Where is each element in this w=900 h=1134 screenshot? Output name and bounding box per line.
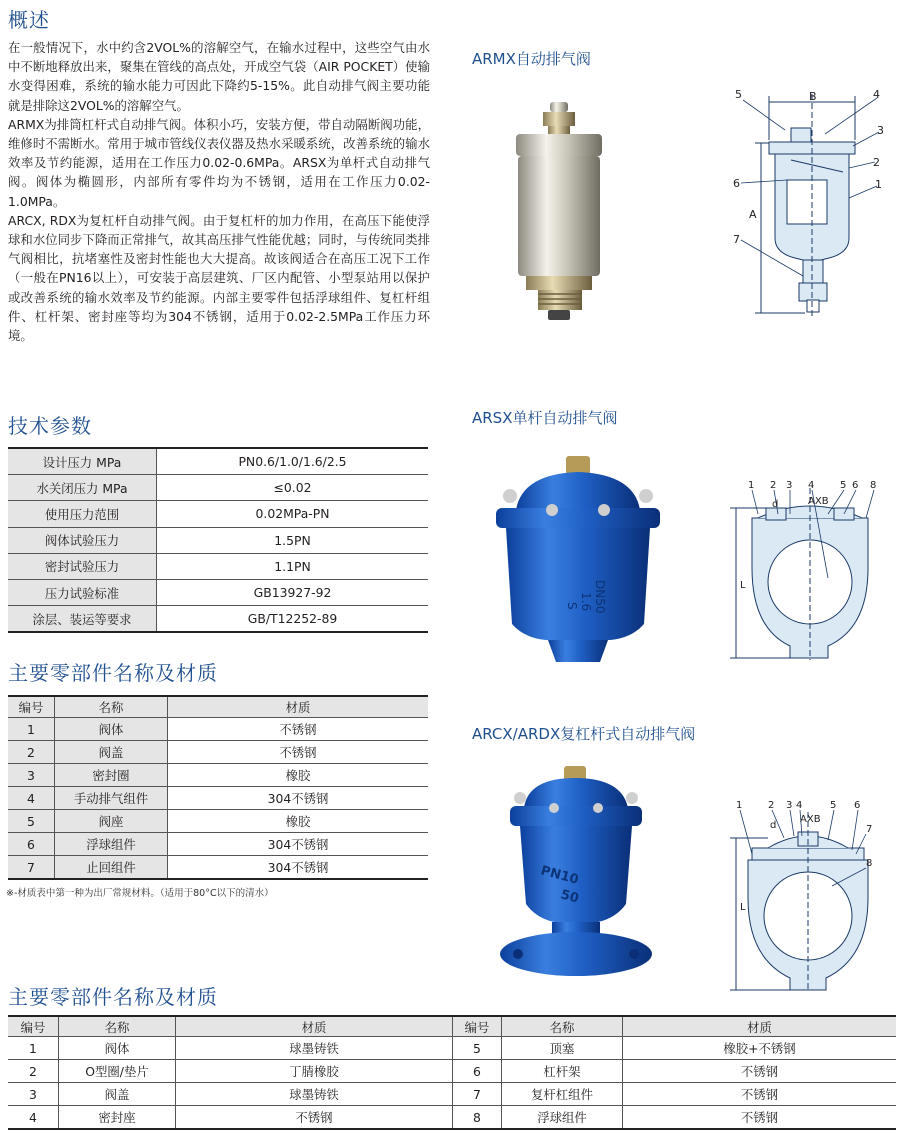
cell: 8	[453, 1106, 502, 1130]
cell: 不锈钢	[176, 1106, 453, 1130]
table-row	[8, 1106, 896, 1130]
arsx-label-d: d	[772, 499, 779, 510]
armx-caption: ARMX自动排气阀	[472, 50, 591, 68]
arsx-label-axb: AXB	[808, 496, 829, 507]
cell: 不锈钢	[623, 1083, 897, 1106]
parts2-table	[8, 1015, 896, 1130]
arcx-valve-photo	[498, 764, 658, 984]
cell: 橡胶	[168, 764, 429, 787]
arcx-label-3: 3	[786, 800, 793, 811]
cell: 阀体	[55, 718, 168, 741]
table-row	[8, 787, 428, 810]
cell: 不锈钢	[168, 741, 429, 764]
arsx-label-5: 5	[840, 480, 847, 491]
armx-diagram	[725, 88, 895, 320]
tech-key: 水关闭压力 MPa	[8, 475, 157, 501]
cell: 顶塞	[502, 1037, 623, 1060]
arsx-label-8: 8	[870, 480, 877, 491]
cell: 2	[8, 1060, 59, 1083]
header-cell: 名称	[59, 1016, 176, 1037]
table-row	[8, 718, 428, 741]
cell: 1	[8, 718, 55, 741]
header-cell: 材质	[176, 1016, 453, 1037]
header-cell: 材质	[168, 696, 429, 718]
cell: 304不锈钢	[168, 833, 429, 856]
tech-value: 1.5PN	[157, 527, 429, 553]
cell: 6	[8, 833, 55, 856]
arsx-label-2: 2	[770, 480, 777, 491]
armx-label-a: A	[749, 208, 757, 221]
table-row	[8, 1037, 896, 1060]
parts1-title: 主要零部件名称及材质	[8, 661, 218, 685]
table-row	[8, 527, 428, 553]
cell: 阀体	[59, 1037, 176, 1060]
overview-paragraph-3: ARCX, RDX为复杠杆自动排气阀。由于复杠杆的加力作用，在高压下能使浮球和水位同步下降而正常排气，故其高压排气性能优越；同时，与传统同类排气阀相比，抗堵塞性及密封性能也大大提高。故该阀适合在高压工况下工作（一般在PN16以上），可安装于高层建筑、厂区内配管、小型泵站用以保护或改善系统的输水效率及节约能源。内部主要零件包括浮球组件、复杠杆组件、杠杆架、密封座等均为304不锈钢，适用于0.02-2.5MPa工作压力环境。	[8, 212, 430, 344]
cell: 1	[8, 1037, 59, 1060]
tech-value: ≤0.02	[157, 475, 429, 501]
arcx-label-l: L	[740, 902, 746, 913]
table-row	[8, 579, 428, 605]
arsx-cast-mark: 1.6	[579, 592, 593, 612]
overview-paragraph-1: 在一般情况下，水中约含2VOL%的溶解空气，在输水过程中，这些空气由水中不断地释放出来，聚集在管线的高点处，开成空气袋（AIR POCKET）使输水变得困难，系统的输水能力可因此下降约5-15%。此自动排气阀主要功能就是排除这2VOL%的溶解空气。	[8, 40, 430, 113]
arcx-cast-mark: 50	[558, 887, 581, 907]
arsx-cast-mark: DN50	[593, 580, 607, 614]
arcx-label-1: 1	[736, 800, 743, 811]
cell: 手动排气组件	[55, 787, 168, 810]
arsx-valve-photo	[492, 452, 664, 666]
arcx-label-6: 6	[854, 800, 861, 811]
armx-label-3: 3	[877, 124, 884, 137]
armx-label-1: 1	[875, 178, 882, 191]
cell: 浮球组件	[502, 1106, 623, 1130]
parts2-title: 主要零部件名称及材质	[8, 985, 218, 1009]
table-row	[8, 1083, 896, 1106]
tech-table	[8, 447, 428, 633]
header-cell: 编号	[8, 696, 55, 718]
cell: 橡胶	[168, 810, 429, 833]
arcx-label-7: 7	[866, 824, 873, 835]
overview-paragraph-2: ARMX为排筒杠杆式自动排气阀。体积小巧，安装方便，带自动隔断阀功能，维修时不需断水。常用于城市管线仪表仪器及热水采暖系统，改善系统的输水效率及节约能源，适用在工作压力0.02-0.6MPa。ARSX为单杆式自动排气阀。阀体为椭圆形，内部所有零件均为不锈钢，适用在工作压力0.02-1.0MPa。	[8, 116, 430, 209]
table-header-row	[8, 696, 428, 718]
arsx-cast-mark: S	[565, 602, 579, 610]
arsx-label-3: 3	[786, 480, 793, 491]
tech-value: 0.02MPa-PN	[157, 501, 429, 527]
cell: 密封圈	[55, 764, 168, 787]
armx-label-4: 4	[873, 88, 880, 101]
arsx-label-1: 1	[748, 480, 755, 491]
arcx-label-8: 8	[866, 858, 873, 869]
cell: 不锈钢	[623, 1060, 897, 1083]
cell: O型圈/垫片	[59, 1060, 176, 1083]
tech-title: 技术参数	[8, 414, 92, 438]
cell: 4	[8, 787, 55, 810]
arsx-label-6: 6	[852, 480, 859, 491]
table-row	[8, 833, 428, 856]
overview-text	[8, 38, 430, 345]
armx-label-b: B	[809, 90, 817, 103]
cell: 橡胶+不锈钢	[623, 1037, 897, 1060]
arcx-label-2: 2	[768, 800, 775, 811]
table-row	[8, 810, 428, 833]
cell: 球墨铸铁	[176, 1083, 453, 1106]
tech-key: 设计压力 MPa	[8, 448, 157, 475]
cell: 304不锈钢	[168, 856, 429, 880]
cell: 6	[453, 1060, 502, 1083]
arcx-label-axb: AXB	[800, 814, 821, 825]
arsx-label-l: L	[740, 580, 746, 591]
armx-label-6: 6	[733, 177, 740, 190]
cell: 7	[8, 856, 55, 880]
cell: 杠杆架	[502, 1060, 623, 1083]
table-row	[8, 501, 428, 527]
tech-key: 使用压力范围	[8, 501, 157, 527]
tech-value: GB13927-92	[157, 579, 429, 605]
cell: 3	[8, 1083, 59, 1106]
tech-value: PN0.6/1.0/1.6/2.5	[157, 448, 429, 475]
arcx-label-d: d	[770, 820, 777, 831]
cell: 阀盖	[59, 1083, 176, 1106]
header-cell: 材质	[623, 1016, 897, 1037]
table-row	[8, 606, 428, 633]
cell: 密封座	[59, 1106, 176, 1130]
cell: 止回组件	[55, 856, 168, 880]
table-header-row	[8, 1016, 896, 1037]
tech-key: 阀体试验压力	[8, 527, 157, 553]
cell: 304不锈钢	[168, 787, 429, 810]
tech-value: GB/T12252-89	[157, 606, 429, 633]
arcx-label-5: 5	[830, 800, 837, 811]
armx-label-5: 5	[735, 88, 742, 101]
parts1-table	[8, 695, 428, 880]
parts1-note: ※-材质表中第一种为出厂常规材料。（适用于80°C以下的清水）	[6, 888, 274, 899]
table-row	[8, 856, 428, 880]
arsx-caption: ARSX单杆自动排气阀	[472, 409, 618, 427]
cell: 3	[8, 764, 55, 787]
cell: 复杆杠组件	[502, 1083, 623, 1106]
cell: 阀盖	[55, 741, 168, 764]
cell: 浮球组件	[55, 833, 168, 856]
header-cell: 编号	[8, 1016, 59, 1037]
cell: 球墨铸铁	[176, 1037, 453, 1060]
header-cell: 名称	[55, 696, 168, 718]
arsx-label-4: 4	[808, 480, 815, 491]
tech-key: 压力试验标准	[8, 579, 157, 605]
table-row	[8, 764, 428, 787]
arcx-diagram	[728, 798, 890, 996]
armx-label-7: 7	[733, 233, 740, 246]
tech-key: 涂层、装运等要求	[8, 606, 157, 633]
tech-key: 密封试验压力	[8, 553, 157, 579]
table-row	[8, 553, 428, 579]
cell: 4	[8, 1106, 59, 1130]
arcx-cast-mark: PN10	[538, 863, 581, 888]
table-row	[8, 741, 428, 764]
header-cell: 编号	[453, 1016, 502, 1037]
cell: 5	[8, 810, 55, 833]
armx-label-2: 2	[873, 156, 880, 169]
table-row	[8, 475, 428, 501]
cell: 丁腈橡胶	[176, 1060, 453, 1083]
tech-value: 1.1PN	[157, 553, 429, 579]
cell: 7	[453, 1083, 502, 1106]
cell: 2	[8, 741, 55, 764]
cell: 5	[453, 1037, 502, 1060]
header-cell: 名称	[502, 1016, 623, 1037]
cell: 阀座	[55, 810, 168, 833]
overview-title: 概述	[8, 8, 50, 32]
arsx-diagram	[728, 478, 890, 664]
table-row	[8, 1060, 896, 1083]
cell: 不锈钢	[623, 1106, 897, 1130]
arcx-label-4: 4	[796, 800, 803, 811]
armx-valve-photo	[508, 100, 618, 330]
cell: 不锈钢	[168, 718, 429, 741]
arcx-caption: ARCX/ARDX复杠杆式自动排气阀	[472, 725, 696, 743]
table-row	[8, 448, 428, 475]
